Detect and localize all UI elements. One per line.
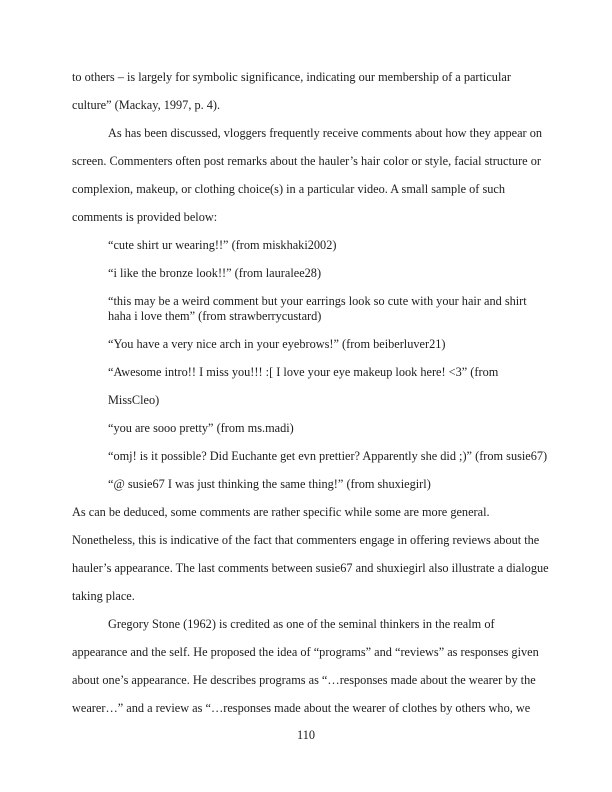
blockquote-line: “i like the bronze look!!” (from lauralee28) — [108, 266, 322, 280]
body-line: Nonetheless, this is indicative of the fact that commenters engage in offering reviews about the — [72, 533, 540, 547]
body-line: complexion, makeup, or clothing choice(s) in a particular video. A small sample of such — [72, 182, 506, 196]
blockquote-line: “@ susie67 I was just thinking the same thing!” (from shuxiegirl) — [108, 477, 431, 491]
blockquote-line: haha i love them” (from strawberrycustard) — [108, 308, 322, 323]
body-line: As has been discussed, vloggers frequently receive comments about how they appear on — [108, 126, 543, 140]
page-number: 110 — [297, 728, 315, 742]
body-line: culture” (Mackay, 1997, p. 4). — [72, 98, 221, 112]
body-line: about one’s appearance. He describes programs as “…responses made about the wearer by the — [72, 673, 536, 687]
body-line: Gregory Stone (1962) is credited as one of the seminal thinkers in the realm of — [108, 617, 495, 631]
blockquote-line: “this may be a weird comment but your earrings look so cute with your hair and shirt — [108, 293, 527, 308]
blockquote-line: “You have a very nice arch in your eyebrows!” (from beiberluver21) — [108, 337, 446, 351]
blockquote-line: “you are sooo pretty” (from ms.madi) — [108, 421, 294, 435]
body-line: hauler’s appearance. The last comments between susie67 and shuxiegirl also illustrate a dialogue — [72, 561, 549, 575]
body-line: comments is provided below: — [72, 210, 218, 224]
blockquote-line: “cute shirt ur wearing!!” (from miskhaki2002) — [108, 238, 337, 252]
body-line: to others – is largely for symbolic significance, indicating our membership of a particular — [72, 70, 511, 84]
blockquote-line: MissCleo) — [108, 393, 160, 407]
body-line: taking place. — [72, 589, 135, 603]
body-line: appearance and the self. He proposed the idea of “programs” and “reviews” as responses given — [72, 645, 539, 659]
body-line: As can be deduced, some comments are rather specific while some are more general. — [72, 505, 490, 519]
body-line: wearer…” and a review as “…responses made about the wearer of clothes by others who, we — [72, 701, 531, 715]
blockquote-line: “omj! is it possible? Did Euchante get evn prettier? Apparently she did ;)” (from susie67) — [108, 449, 548, 463]
page-body — [72, 63, 549, 722]
blockquote-line: “Awesome intro!! I miss you!!! :[ I love your eye makeup look here! <3” (from — [108, 365, 499, 379]
blockquote — [108, 294, 540, 324]
body-line: screen. Commenters often post remarks about the hauler’s hair color or style, facial structure or — [72, 154, 541, 168]
